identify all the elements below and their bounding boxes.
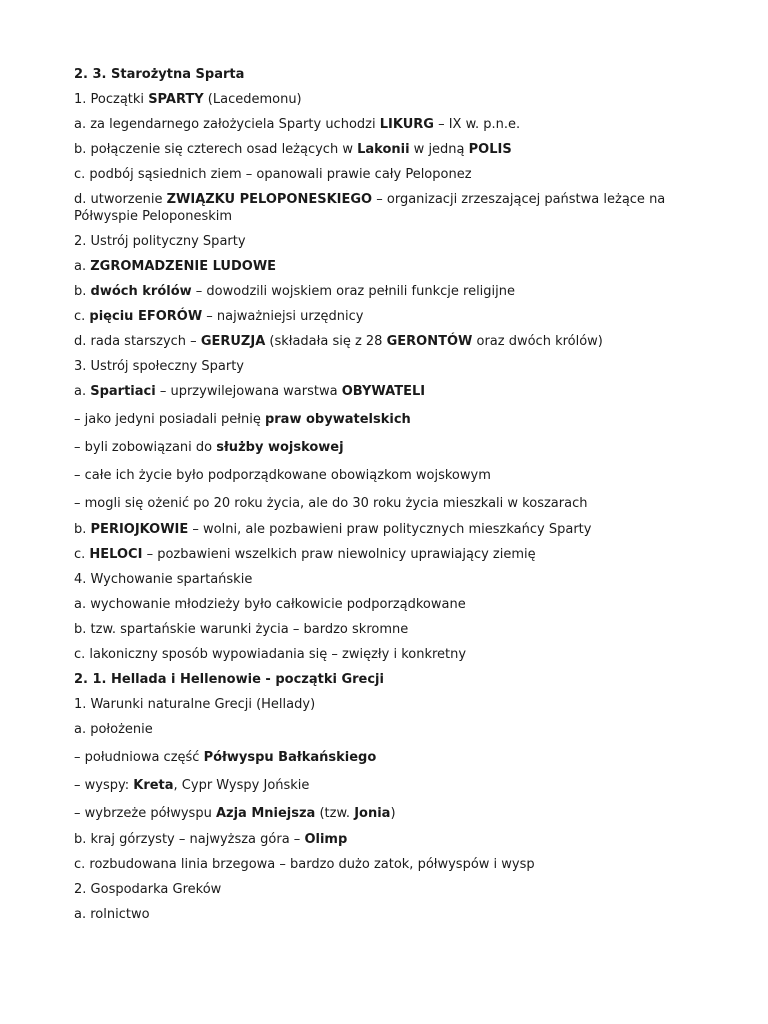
text-segment: a.: [74, 259, 91, 274]
text-segment: a.: [74, 384, 91, 399]
text-line: [74, 571, 694, 588]
text-segment: b. kraj górzysty – najwyższa góra –: [74, 832, 305, 847]
text-segment: (tzw.: [315, 806, 355, 821]
text-segment: – jako jedyni posiadali pełnię: [74, 412, 265, 427]
text-segment: d. rada starszych –: [74, 334, 201, 349]
text-line: [74, 283, 694, 300]
bold-text: Spartiaci: [90, 384, 156, 399]
text-line: [74, 596, 694, 613]
bold-text: GERUZJA: [200, 334, 266, 349]
text-segment: a. za legendarnego założyciela Sparty uchodzi: [74, 117, 380, 132]
bold-text: LIKURG: [379, 117, 434, 132]
bold-text: Półwyspu Bałkańskiego: [203, 750, 377, 765]
text-segment: b. połączenie się czterech osad leżących w: [74, 142, 358, 157]
bold-text: Olimp: [304, 832, 348, 847]
text-segment: c. rozbudowana linia brzegowa – bardzo dużo zatok, półwyspów i wysp: [74, 857, 535, 872]
text-segment: – wybrzeże półwyspu: [74, 806, 216, 821]
text-line: [74, 439, 694, 456]
bold-text: PERIOJKOWIE: [90, 522, 189, 537]
text-line: [74, 141, 694, 158]
text-segment: w jedną: [409, 142, 469, 157]
text-segment: a. wychowanie młodzieży było całkowicie podporządkowane: [74, 597, 466, 612]
text-segment: a. rolnictwo: [74, 907, 150, 922]
text-line: [74, 258, 694, 275]
text-segment: – pozbawieni wszelkich praw niewolnicy uprawiający ziemię: [142, 547, 536, 562]
text-segment: a. położenie: [74, 722, 153, 737]
text-segment: ): [390, 806, 396, 821]
text-segment: – całe ich życie było podporządkowane obowiązkom wojskowym: [74, 468, 491, 483]
text-line: [74, 191, 694, 225]
bold-text: służby wojskowej: [216, 440, 344, 455]
text-line: [74, 91, 694, 108]
text-line: [74, 383, 694, 400]
bold-text: OBYWATELI: [341, 384, 426, 399]
text-line: [74, 116, 694, 133]
text-segment: b.: [74, 522, 91, 537]
text-segment: – byli zobowiązani do: [74, 440, 217, 455]
text-segment: – wolni, ale pozbawieni praw politycznych mieszkańcy Sparty: [188, 522, 592, 537]
text-line: [74, 358, 694, 375]
bold-text: 2. 1. Hellada i Hellenowie - początki Grecji: [74, 672, 384, 687]
document-page: [74, 66, 694, 923]
text-line: [74, 906, 694, 923]
text-segment: – najważniejsi urzędnicy: [202, 309, 364, 324]
bold-text: 2. 3. Starożytna Sparta: [74, 67, 245, 82]
text-line: [74, 805, 694, 822]
text-line: [74, 646, 694, 663]
bold-text: Kreta: [133, 778, 174, 793]
text-line: [74, 333, 694, 350]
bold-text: Lakonii: [357, 142, 410, 157]
bold-text: pięciu EFORÓW: [89, 309, 203, 324]
text-segment: (Lacedemonu): [203, 92, 302, 107]
text-line: [74, 308, 694, 325]
text-segment: – południowa część: [74, 750, 204, 765]
text-line: [74, 467, 694, 484]
text-segment: – organizacji zrzeszającej państwa leżące na Półwyspie Peloponeskim: [74, 192, 666, 224]
text-line: [74, 671, 694, 688]
text-line: [74, 495, 694, 512]
bold-text: SPARTY: [148, 92, 204, 107]
text-segment: c.: [74, 309, 90, 324]
bold-text: GERONTÓW: [386, 334, 473, 349]
text-line: [74, 721, 694, 738]
text-line: [74, 521, 694, 538]
text-segment: 3. Ustrój społeczny Sparty: [74, 359, 244, 374]
text-segment: c.: [74, 547, 90, 562]
text-line: [74, 233, 694, 250]
text-line: [74, 411, 694, 428]
text-segment: 2. Ustrój polityczny Sparty: [74, 234, 246, 249]
text-segment: d. utworzenie: [74, 192, 167, 207]
text-line: [74, 66, 694, 83]
text-line: [74, 881, 694, 898]
text-line: [74, 696, 694, 713]
bold-text: ZGROMADZENIE LUDOWE: [90, 259, 277, 274]
text-line: [74, 831, 694, 848]
bold-text: POLIS: [468, 142, 512, 157]
bold-text: praw obywatelskich: [264, 412, 411, 427]
text-line: [74, 777, 694, 794]
bold-text: dwóch królów: [90, 284, 192, 299]
text-segment: – wyspy:: [74, 778, 134, 793]
text-segment: oraz dwóch królów): [472, 334, 603, 349]
bold-text: Azja Mniejsza: [215, 806, 316, 821]
text-segment: , Cypr Wyspy Jońskie: [173, 778, 310, 793]
text-segment: – dowodzili wojskiem oraz pełnili funkcje religijne: [191, 284, 515, 299]
text-segment: b.: [74, 284, 91, 299]
text-segment: 2. Gospodarka Greków: [74, 882, 222, 897]
text-line: [74, 856, 694, 873]
text-segment: c. lakoniczny sposób wypowiadania się – zwięzły i konkretny: [74, 647, 467, 662]
text-segment: – mogli się ożenić po 20 roku życia, ale do 30 roku życia mieszkali w koszarach: [74, 496, 588, 511]
text-segment: (składała się z 28: [265, 334, 387, 349]
text-line: [74, 621, 694, 638]
text-segment: – IX w. p.n.e.: [433, 117, 521, 132]
text-line: [74, 749, 694, 766]
bold-text: HELOCI: [89, 547, 143, 562]
text-segment: 4. Wychowanie spartańskie: [74, 572, 253, 587]
text-segment: – uprzywilejowana warstwa: [155, 384, 342, 399]
text-segment: 1. Warunki naturalne Grecji (Hellady): [74, 697, 316, 712]
text-segment: c. podbój sąsiednich ziem – opanowali prawie cały Peloponez: [74, 167, 472, 182]
text-segment: b. tzw. spartańskie warunki życia – bardzo skromne: [74, 622, 409, 637]
bold-text: ZWIĄZKU PELOPONESKIEGO: [166, 192, 373, 207]
bold-text: Jonia: [354, 806, 391, 821]
text-line: [74, 166, 694, 183]
text-segment: 1. Początki: [74, 92, 149, 107]
text-line: [74, 546, 694, 563]
